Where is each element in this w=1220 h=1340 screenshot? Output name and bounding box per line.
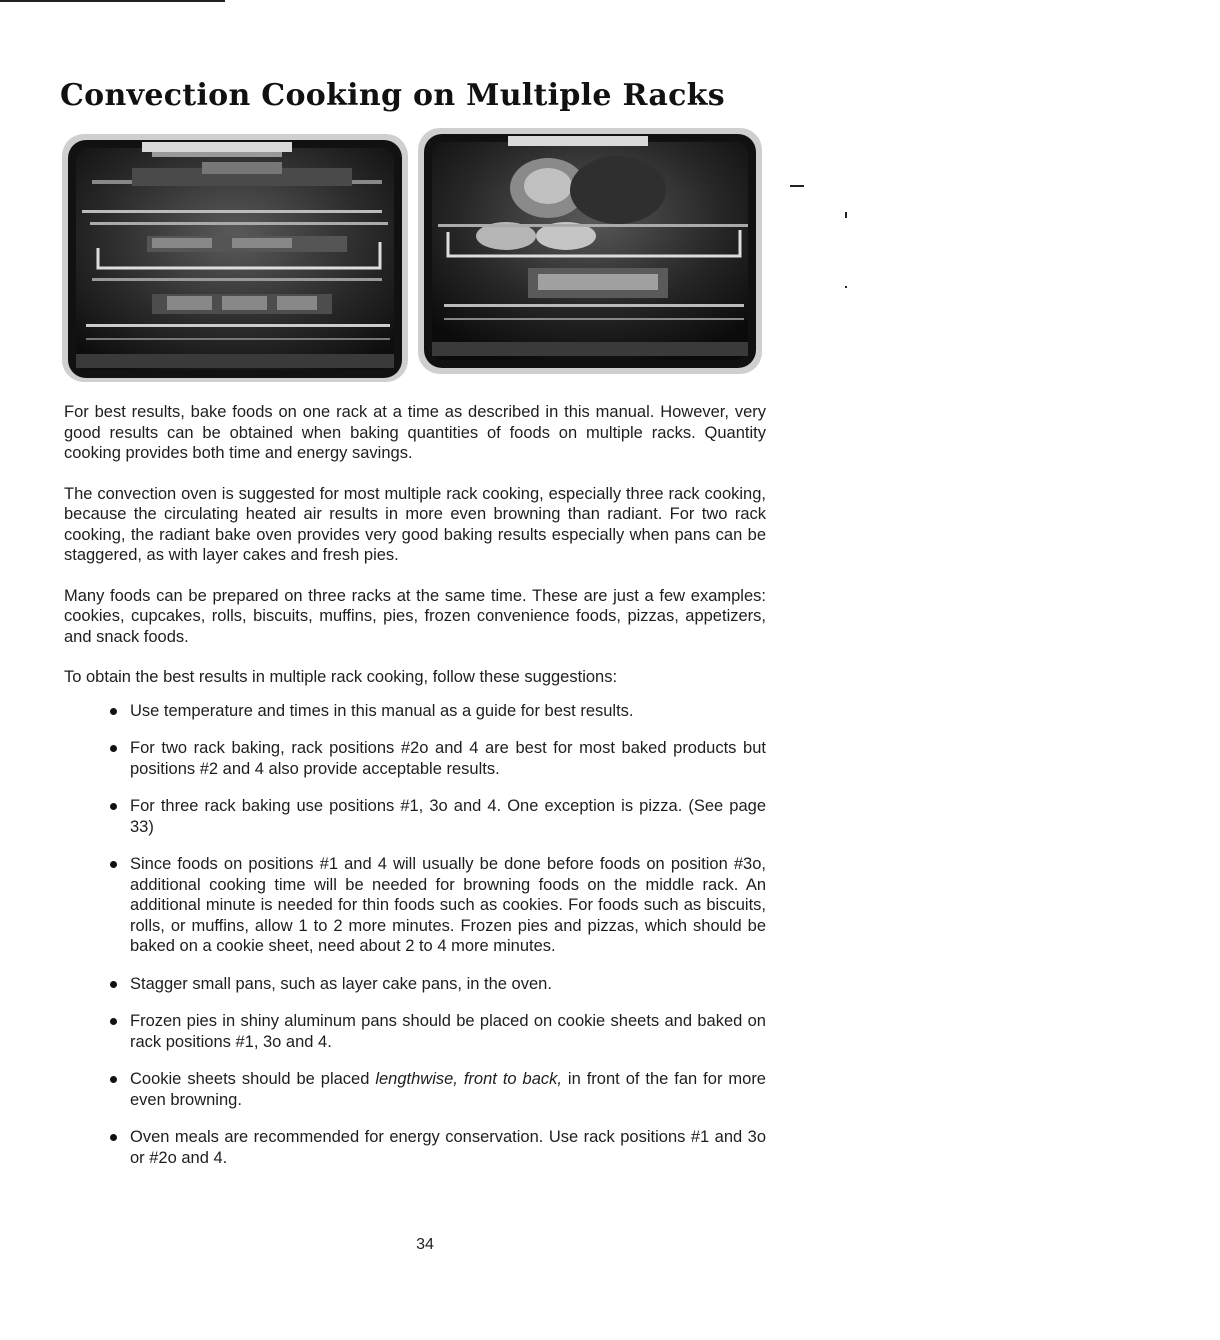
page-title: Convection Cooking on Multiple Racks xyxy=(60,78,725,113)
list-item: For two rack baking, rack positions #2o and 4 are best for most baked products but positions #2 and 4 also provide acceptable results. xyxy=(110,738,766,779)
margin-speck xyxy=(845,212,847,218)
top-rule xyxy=(0,0,225,2)
paragraph: The convection oven is suggested for most multiple rack cooking, especially three rack cooking, because the circulating heated air results in more even browning than radiant. For two rack cooking, the radiant bake oven provides very good baking results especially when pans can be staggered, as with layer cakes and fresh pies. xyxy=(64,484,766,564)
oven-meal-racks-photo xyxy=(418,128,762,374)
list-item: Since foods on positions #1 and 4 will usually be done before foods on position #3o, additional cooking time will be needed for browning foods on the middle rack. An additional minute is needed for thin foods such as cookies. For foods such as biscuits, rolls, or muffins, allow 1 to 2 more minutes. Frozen pies and pizzas, which should be baked on a cookie sheet, need about 2 to 4 more minutes. xyxy=(110,854,766,957)
body-text xyxy=(64,402,766,1185)
list-item-text: Cookie sheets should be placed xyxy=(130,1070,376,1088)
list-item: Frozen pies in shiny aluminum pans should be placed on cookie sheets and baked on rack positions #1, 3o and 4. xyxy=(110,1011,766,1052)
list-item: Oven meals are recommended for energy conservation. Use rack positions #1 and 3o or #2o and 4. xyxy=(110,1127,766,1168)
photo-strip xyxy=(62,128,762,384)
paragraph: Many foods can be prepared on three racks at the same time. These are just a few examples: cookies, cupcakes, rolls, biscuits, muffins, pies, frozen convenience foods, pizzas, appetizers, and snack foods. xyxy=(64,586,766,646)
oven-three-racks-photo xyxy=(62,128,408,384)
margin-speck xyxy=(790,185,804,187)
list-item: Stagger small pans, such as layer cake pans, in the oven. xyxy=(110,974,766,995)
emphasis-text: lengthwise, front to back, xyxy=(375,1070,562,1088)
paragraph-intro: To obtain the best results in multiple rack cooking, follow these suggestions: xyxy=(64,668,618,686)
list-item xyxy=(110,1069,766,1110)
paragraph: For best results, bake foods on one rack at a time as described in this manual. However, very good results can be obtained when baking quantities of foods on multiple racks. Quantity cooking provides both time and energy savings. xyxy=(64,403,766,462)
list-item-text: in front of the fan for more even browning. xyxy=(130,1070,766,1109)
margin-speck xyxy=(845,286,847,288)
list-item: For three rack baking use positions #1, 3o and 4. One exception is pizza. (See page 33) xyxy=(110,796,766,837)
list-item: Use temperature and times in this manual as a guide for best results. xyxy=(110,701,766,722)
page-number: 34 xyxy=(416,1236,434,1253)
suggestions-list xyxy=(64,701,766,1169)
